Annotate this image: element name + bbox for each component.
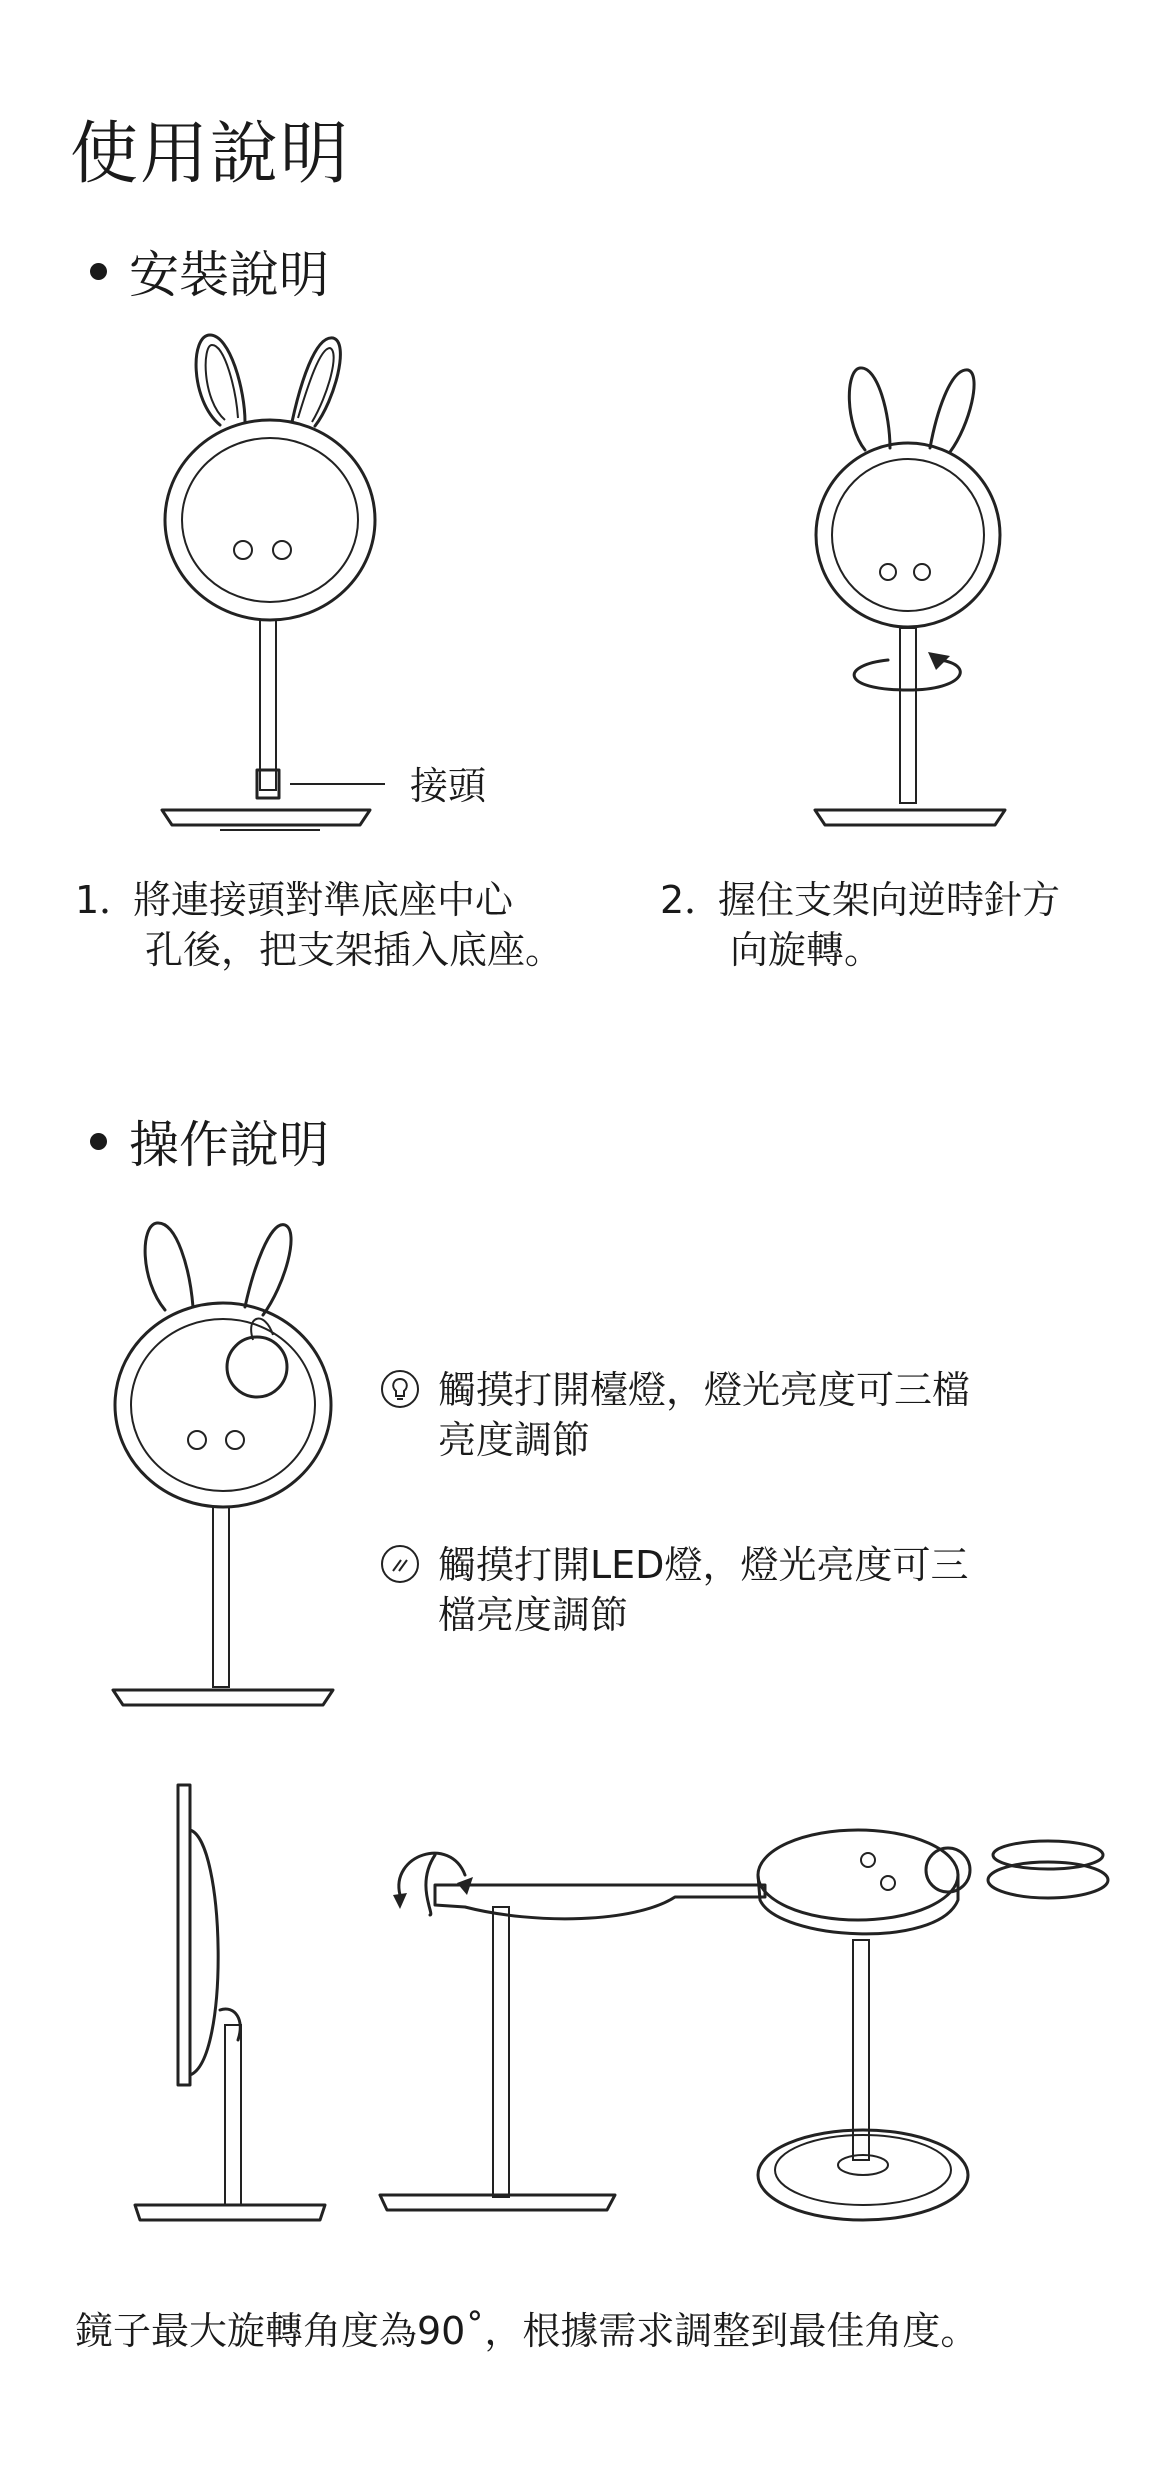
rotate-arrow	[854, 660, 960, 690]
feature-led-touch: 觸摸打開LED燈，燈光亮度可三 檔亮度調節	[380, 1540, 1100, 1640]
install-step-1: 1．將連接頭對準底座中心 孔後，把支架插入底座。	[75, 878, 564, 972]
mirror-tilt-view-illustration	[375, 1845, 775, 2225]
rabbit-mirror-lamp-illustration	[105, 1215, 355, 1715]
stand-base	[162, 810, 370, 825]
connector-label: 接頭	[410, 764, 487, 808]
connector-leader-line	[290, 783, 385, 785]
mirror-rabbit-top-view-illustration	[748, 1820, 1108, 2230]
rabbit-mirror-install-illustration	[150, 330, 390, 840]
install-step-2: 2．握住支架向逆時針方 向旋轉。	[660, 878, 1061, 972]
rabbit-mirror-rotate-illustration	[810, 360, 1010, 840]
page-title: 使用說明	[70, 115, 351, 194]
install-heading-text: 安裝說明	[129, 246, 329, 304]
feature-lamp-touch: 觸摸打開檯燈，燈光亮度可三檔 亮度調節	[380, 1365, 1100, 1465]
bullet-dot	[90, 1133, 107, 1150]
led-touch-icon	[380, 1544, 420, 1584]
rabbit-ears	[196, 335, 340, 426]
lamp-head	[227, 1337, 287, 1397]
bullet-dot	[90, 263, 107, 280]
bulb-touch-icon	[380, 1369, 420, 1409]
operation-heading-text: 操作說明	[129, 1116, 329, 1174]
footer-note: 鏡子最大旋轉角度為90˚，根據需求調整到最佳角度。	[75, 2309, 979, 2353]
mirror-frame	[165, 420, 375, 620]
install-heading	[90, 235, 329, 307]
operation-heading	[90, 1105, 329, 1177]
mirror-side-view-illustration	[130, 1780, 330, 2230]
